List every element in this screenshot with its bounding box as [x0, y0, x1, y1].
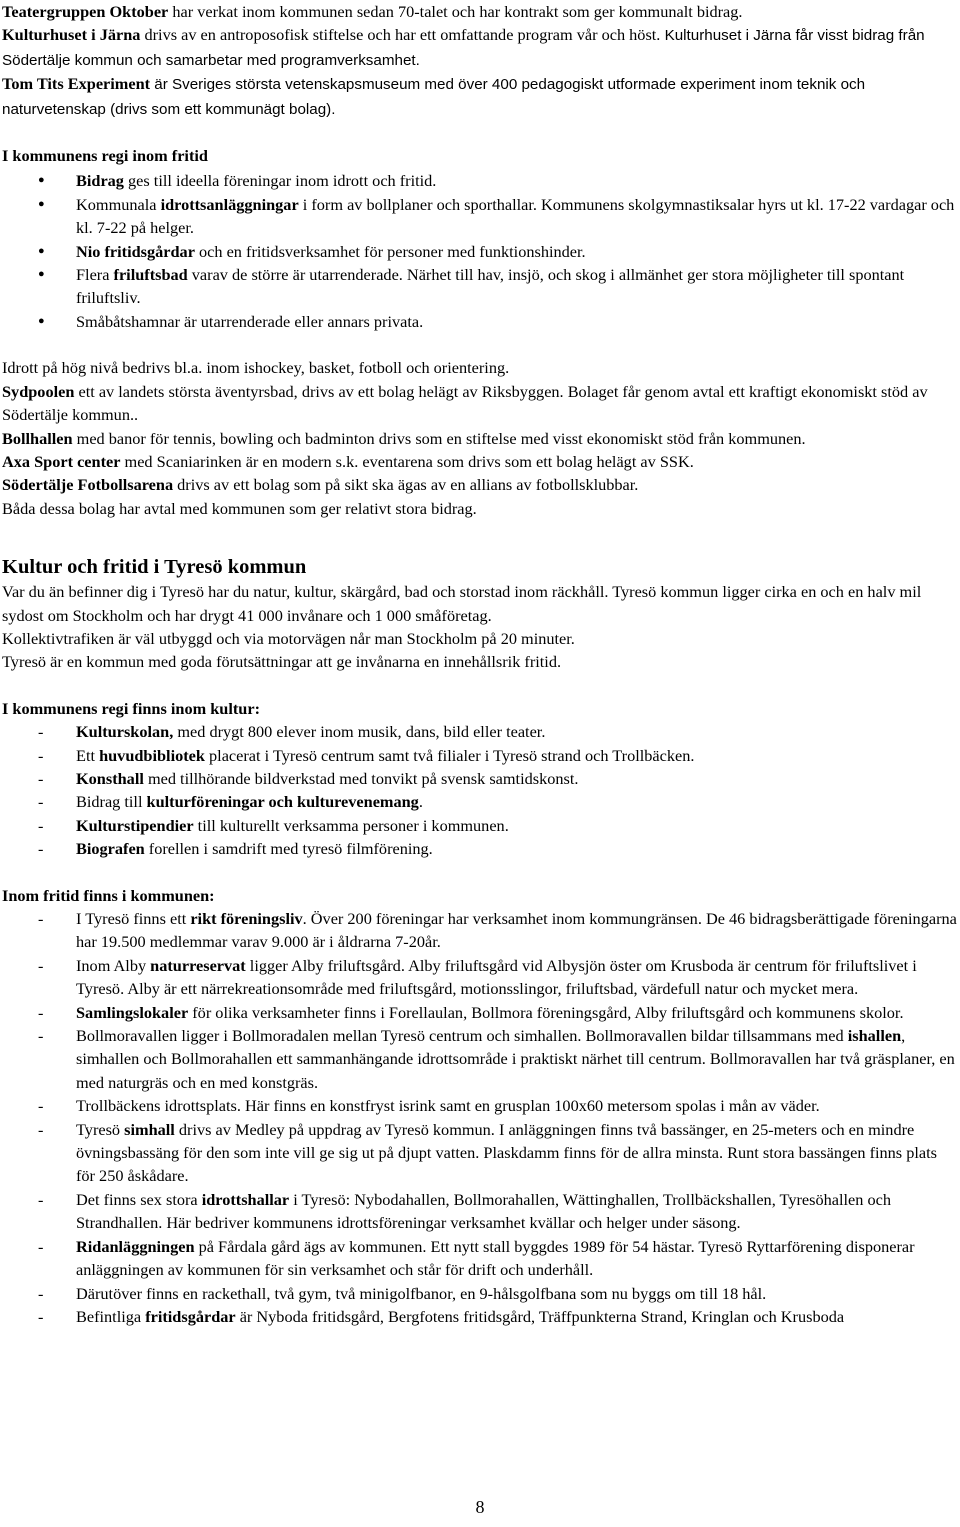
item-text: och en fritidsverksamhet för personer med funktionshinder. — [194, 241, 586, 261]
list-item — [2, 907, 957, 954]
bada-bolag-paragraph: Båda dessa bolag har avtal med kommunen som ger relativt stora bidrag. — [2, 498, 477, 518]
axa-text: med Scaniarinken är en modern s.k. eventarena som drivs som ett bolag helägt av SSK. — [120, 451, 694, 471]
item-text: Inom Alby — [76, 955, 151, 975]
spacer — [2, 121, 957, 144]
tomtits-text: är Sveriges största vetenskapsmuseum med över 400 pedagogiskt utformade experiment inom teknik och naturvetenskap (drivs som ett kommunägt bolag). — [2, 76, 866, 118]
dash-marker: - — [38, 1283, 44, 1303]
item-text: ges till ideella föreningar inom idrott och fritid. — [123, 171, 437, 191]
bollhallen-name: Bollhallen — [2, 428, 73, 448]
list-item — [2, 263, 957, 310]
list-item — [2, 720, 957, 743]
dash-marker: - — [38, 1236, 44, 1256]
dash-marker: - — [38, 909, 44, 928]
dash-marker: - — [38, 1189, 44, 1209]
spacer — [2, 674, 957, 697]
fritid-list — [2, 907, 957, 1328]
intro-paragraph-1 — [2, 0, 957, 72]
list-item — [2, 767, 957, 790]
item-bold: ishallen — [847, 1026, 902, 1046]
fotbollsarena-text: drivs av ett bolag som på sikt ska ägas av en allians av fotbollsklubbar. — [173, 475, 639, 495]
tyreso-heading: Kultur och fritid i Tyresö kommun — [2, 556, 307, 579]
item-bold: Samlingslokaler — [76, 1002, 189, 1022]
sydpoolen-paragraph — [2, 380, 957, 427]
spacer — [2, 861, 957, 884]
tyreso-intro-1: Var du än befinner dig i Tyresö har du natur, kultur, skärgård, bad och storstad inom räckhåll. Tyresö kommun ligger cirka en och en halv mil sydost om Stockholm och har drygt 41 000 invånare och 1 000 småföretag. — [2, 582, 922, 625]
item-bold: fritidsgårdar — [145, 1306, 236, 1326]
list-item — [2, 1118, 957, 1188]
bullet-dot-icon: ● — [38, 268, 45, 281]
axa-name: Axa Sport center — [2, 451, 121, 471]
dash-marker: - — [38, 792, 44, 812]
item-text: . — [418, 792, 423, 812]
dash-marker: - — [38, 955, 44, 975]
bollhallen-text: med banor för tennis, bowling och badminton drivs som en stiftelse med visst ekonomiskt stöd från kommunen. — [72, 428, 806, 448]
item-bold: rikt föreningsliv — [190, 909, 303, 928]
section-heading-fritid: I kommunens regi inom fritid — [2, 146, 208, 166]
item-bold: Kulturstipendier — [76, 815, 194, 835]
item-text: drivs av Medley på uppdrag av Tyresö kommun. I anläggningen finns två bassänger, en 25-meters och en mindre övningsbassäng för den som inte vill ge sig ut på djupt vatten. Plaskdamm finns för de allra minsta. Runt stora bassängen finns plats för 250 åskådare. — [76, 1119, 937, 1186]
fritid-bullet-list — [2, 169, 957, 333]
item-text: med drygt 800 elever inom musik, dans, bild eller teater. — [173, 722, 546, 742]
list-item — [2, 1282, 957, 1305]
sydpoolen-text: ett av landets största äventyrsbad, drivs av ett bolag helägt av Riksbyggen. Bolaget får genom avtal ett kraftigt ekonomiskt stöd av Södertälje kommun.. — [2, 381, 928, 425]
item-text: Kommunala — [76, 194, 161, 214]
item-bold: Nio fritidsgårdar — [76, 241, 195, 261]
item-text: med tillhörande bildverkstad med tonvikt på svensk samtidskonst. — [143, 768, 579, 788]
kultur-list — [2, 720, 957, 860]
list-item — [2, 310, 957, 333]
list-item — [2, 1024, 957, 1094]
list-item — [2, 1305, 957, 1328]
list-item — [2, 193, 957, 240]
item-text: i form av bollplaner och sporthallar. Kommunens skolgymnastiksalar hyrs ut kl. 17-22 vardagar och kl. 7-22 på helger. — [76, 194, 955, 238]
dash-marker: - — [38, 839, 44, 859]
item-text: placerat i Tyresö centrum samt två filialer i Tyresö strand och Trollbäcken. — [204, 745, 695, 765]
bullet-dot-icon: ● — [38, 314, 45, 327]
item-text: I Tyresö finns ett — [76, 909, 191, 928]
item-bold: simhall — [124, 1119, 175, 1139]
item-bold: idrottsanläggningar — [160, 194, 299, 214]
intro-kulturhuset-text: drivs av en antroposofisk stiftelse och har ett omfattande program vår och höst. — [140, 25, 661, 45]
item-bold: friluftsbad — [113, 265, 188, 285]
item-text: Bollmoravallen ligger i Bollmoradalen mellan Tyresö centrum och simhallen. Bollmoravallen bildar tillsammans med — [76, 1026, 848, 1046]
item-text: Småbåtshamnar är utarrenderade eller annars privata. — [76, 311, 424, 331]
kultur-heading: I kommunens regi finns inom kultur: — [2, 698, 260, 718]
item-text: Bidrag till — [76, 792, 147, 812]
item-bold: Biografen — [76, 839, 145, 859]
item-text: Flera — [76, 265, 114, 285]
item-text: i Tyresö: Nybodahallen, Bollmorahallen, Wättinghallen, Trollbäckshallen, Tyresöhallen och Strandhallen. Här bedriver kommunens idrottsföreningar verksamhet kvällar och helger under säsong. — [76, 1189, 891, 1233]
item-bold: naturreservat — [150, 955, 246, 975]
tyreso-intro-2: Kollektivtrafiken är väl utbyggd och via motorvägen når man Stockholm på 20 minuter. — [2, 628, 575, 648]
list-item — [2, 169, 957, 192]
idrott-line: Idrott på hög nivå bedrivs bl.a. inom ishockey, basket, fotboll och orientering. — [2, 358, 510, 378]
page-number: 8 — [475, 1497, 485, 1517]
item-bold: Konsthall — [76, 768, 144, 788]
item-bold: kulturföreningar och kulturevenemang — [146, 792, 419, 812]
spacer — [2, 520, 957, 554]
fotbollsarena-name: Södertälje Fotbollsarena — [2, 475, 174, 495]
tyreso-intro-3: Tyresö är en kommun med goda förutsättningar att ge invånarna en innehållsrik fritid. — [2, 652, 562, 672]
intro-teater-text: har verkat inom kommunen sedan 70-talet och har kontrakt som ger kommunalt bidrag. — [168, 2, 743, 21]
intro-kulturhuset-bidrag: Kulturhuset i Järna får visst bidrag från Södertälje kommun och samarbetar med programverksamhet. — [2, 27, 925, 69]
item-text: Det finns sex stora — [76, 1189, 202, 1209]
item-bold: idrottshallar — [201, 1189, 290, 1209]
dash-marker: - — [38, 722, 44, 742]
item-text: Ett — [76, 745, 100, 765]
item-text: Tyresö — [76, 1119, 125, 1139]
list-item — [2, 814, 957, 837]
bullet-dot-icon: ● — [38, 197, 45, 210]
dash-marker: - — [38, 1002, 44, 1022]
list-item — [2, 1001, 957, 1024]
dash-marker: - — [38, 1026, 44, 1046]
item-text: varav de större är utarrenderade. Närhet till hav, insjö, och skog i allmänhet ger stora möjligheter till spontant friluftsliv. — [76, 265, 905, 308]
list-item — [2, 1235, 957, 1282]
bullet-dot-icon: ● — [38, 174, 45, 187]
item-text: på Fårdala gård ägs av kommunen. Ett nytt stall byggdes 1989 för 54 hästar. Tyresö Ryttarförening disponerar anläggningen av kommunen för sin verksamhet och står för drift och underhåll. — [76, 1236, 915, 1280]
list-item — [2, 1188, 957, 1235]
dash-marker: - — [38, 815, 44, 835]
spacer — [2, 333, 957, 356]
list-item — [2, 790, 957, 813]
bullet-dot-icon: ● — [38, 244, 45, 257]
sydpoolen-name: Sydpoolen — [2, 381, 75, 401]
item-text: till kulturellt verksamma personer i kommunen. — [193, 815, 509, 835]
intro-kulturhuset-name: Kulturhuset i Järna — [2, 25, 141, 45]
tomtits-name: Tom Tits Experiment — [2, 74, 151, 94]
item-text: Befintliga — [76, 1306, 146, 1326]
bollhallen-paragraph — [2, 427, 957, 450]
item-bold: huvudbibliotek — [99, 745, 205, 765]
item-text: Därutöver finns en rackethall, två gym, två minigolfbanor, en 9-hålsgolfbana som nu byggs om till 18 hål. — [76, 1283, 767, 1303]
dash-marker: - — [38, 1119, 44, 1139]
fritid-heading: Inom fritid finns i kommunen: — [2, 885, 215, 905]
list-item — [2, 744, 957, 767]
item-text: ligger Alby friluftsgård. Alby friluftsgård vid Albysjön öster om Krusboda är centrum för friluftslivet i Tyresö. Alby är ett närrekreationsområde med friluftsgård, motionsslingor, friluftsbad, värdefull natur och mycket mera. — [76, 955, 917, 999]
item-text: Trollbäckens idrottsplats. Här finns en konstfryst isrink samt en grusplan 100x60 metersom spolas i mån av väder. — [76, 1096, 820, 1116]
axa-paragraph — [2, 450, 957, 473]
dash-marker: - — [38, 768, 44, 788]
item-bold: Kulturskolan, — [76, 722, 174, 742]
dash-marker: - — [38, 745, 44, 765]
item-text: . Över 200 föreningar har verksamhet inom kommungränsen. De 46 bidragsberättigade föreningarna har 19.500 medlemmar varav 9.000 är i åldrarna 7-20år. — [76, 909, 957, 952]
dash-marker: - — [38, 1096, 44, 1116]
item-bold: Ridanläggningen — [76, 1236, 195, 1256]
intro-teater-name: Teatergruppen Oktober — [2, 2, 169, 21]
fotbollsarena-paragraph — [2, 473, 957, 496]
dash-marker: - — [38, 1306, 44, 1326]
list-item — [2, 954, 957, 1001]
list-item — [2, 837, 957, 860]
intro-paragraph-2 — [2, 72, 957, 121]
list-item — [2, 1094, 957, 1117]
item-text: forellen i samdrift med tyresö filmförening. — [144, 839, 433, 859]
item-text: , simhallen och Bollmorahallen ett sammanhängande idrottsområde i praktiskt närhet till centrum. Bollmoravallen har två gräsplaner, en med naturgräs och en med konstgräs. — [76, 1026, 955, 1092]
list-item — [2, 240, 957, 263]
item-text: är Nyboda fritidsgård, Bergfotens fritidsgård, Träffpunkterna Strand, Kringlan och Krusboda — [235, 1306, 845, 1326]
item-bold: Bidrag — [76, 171, 124, 191]
item-text: för olika verksamheter finns i Forellaulan, Bollmora föreningsgård, Alby friluftsgård och kommunens skolor. — [188, 1002, 904, 1022]
